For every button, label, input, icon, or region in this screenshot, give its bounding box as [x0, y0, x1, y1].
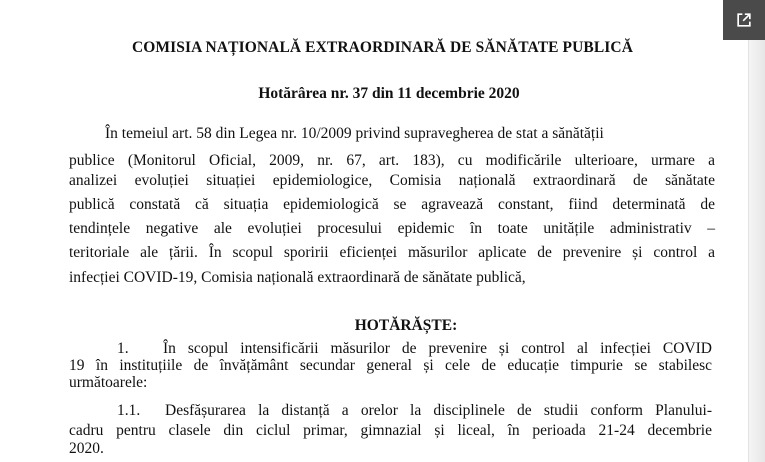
- intro-line: infecției COVID-19, Comisia națională extraordinară de sănătate publică,: [69, 269, 526, 286]
- point-text-line: următoarele:: [69, 374, 148, 391]
- external-link-icon: [734, 10, 754, 30]
- decision-subtitle: Hotărârea nr. 37 din 11 decembrie 2020: [258, 85, 520, 102]
- subpoint-text-line: 2020.: [69, 440, 104, 457]
- intro-line: teritoriale ale țării. În scopul sporirii eficienței măsurilor aplicate de prevenire și control a: [69, 244, 715, 261]
- intro-line: publice (Monitorul Oficial, 2009, nr. 67, art. 183), cu modificările ulterioare, urmare a: [69, 152, 715, 169]
- subpoint-text-line: cadru pentru clasele din ciclul primar, gimnazial și liceal, în perioada 21-24 decembrie: [69, 422, 712, 439]
- intro-line: analizei evoluției situației epidemiologice, Comisia națională extraordinară de sănătate: [69, 172, 715, 189]
- decision-heading: HOTĂRĂȘTE:: [354, 317, 458, 334]
- subpoint-text-line: Desfășurarea la distanță a orelor la disciplinele de studii conform Planului-: [165, 402, 712, 419]
- subpoint-number: 1.1.: [117, 402, 141, 419]
- document-title: COMISIA NAȚIONALĂ EXTRAORDINARĂ DE SĂNĂTATE PUBLICĂ: [131, 39, 634, 56]
- intro-line: tendințele negative ale evoluției procesului epidemic în toate unitățile administrativ –: [69, 220, 715, 237]
- point-text-line: În scopul intensificării măsurilor de prevenire și control al infecției COVID: [163, 340, 712, 357]
- intro-line: În temeiul art. 58 din Legea nr. 10/2009 privind supravegherea de stat a sănătății: [105, 125, 604, 142]
- point-text-line: 19 în instituțiile de învățământ secundar general și cele de educație timpurie se stabilesc: [69, 357, 712, 374]
- open-external-button[interactable]: [723, 0, 765, 40]
- page-edge-shadow: [748, 0, 765, 462]
- point-number: 1.: [117, 340, 129, 357]
- intro-line: publică constată că situația epidemiologică se agravează constant, fiind determinată de: [69, 196, 715, 213]
